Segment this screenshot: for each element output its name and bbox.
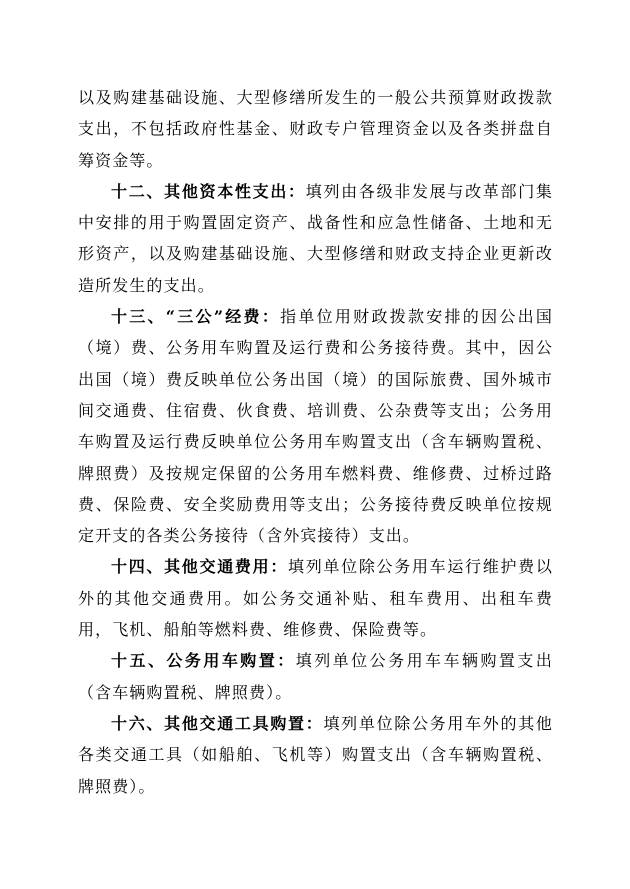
paragraph-term: 十三、“三公”经费： — [111, 307, 281, 327]
paragraph-term: 十二、其他资本性支出： — [111, 181, 306, 201]
paragraph-term: 十六、其他交通工具购置： — [111, 713, 324, 733]
paragraph-text: 填列由各级非发展与改革部门集中安排的用于购置固定资产、战备性和应急性储备、土地和无形资产，以及购建基础设施、大型修缮和财政支持企业更新改造所发生的支出。 — [78, 181, 553, 295]
document-page — [78, 82, 553, 802]
paragraph-three-public-expenses — [78, 301, 553, 551]
paragraph-term: 十五、公务用车购置： — [111, 651, 296, 671]
paragraph-other-vehicle-purchase — [78, 708, 553, 802]
paragraph-term: 十四、其他交通费用： — [111, 557, 289, 577]
paragraph-text: 填列单位除公务用车外的其他各类交通工具（如船舶、飞机等）购置支出（含车辆购置税、牌照费）。 — [78, 713, 553, 796]
paragraph-capital-construction-continued — [78, 82, 553, 176]
paragraph-text: 指单位用财政拨款安排的因公出国（境）费、公务用车购置及运行费和公务接待费。其中，因公出国（境）费反映单位公务出国（境）的国际旅费、国外城市间交通费、住宿费、伙食费、培训费、公杂费等支出；公务用车购置及运行费反映单位公务用车购置支出（含车辆购置税、牌照费）及按规定保留的公务用车燃料费、维修费、过桥过路费、保险费、安全奖励费用等支出；公务接待费反映单位按规定开支的各类公务接待（含外宾接待）支出。 — [78, 307, 553, 546]
paragraph-other-transport-costs — [78, 551, 553, 645]
paragraph-official-vehicle-purchase — [78, 645, 553, 708]
paragraph-text: 以及购建基础设施、大型修缮所发生的一般公共预算财政拨款支出，不包括政府性基金、财政专户管理资金以及各类拼盘自筹资金等。 — [78, 88, 553, 170]
paragraph-other-capital-expenditure — [78, 176, 553, 301]
paragraph-text: 填列单位除公务用车运行维护费以外的其他交通费用。如公务交通补贴、租车费用、出租车费用，飞机、船舶等燃料费、维修费、保险费等。 — [78, 557, 553, 640]
paragraph-text: 填列单位公务用车车辆购置支出（含车辆购置税、牌照费）。 — [78, 651, 553, 702]
